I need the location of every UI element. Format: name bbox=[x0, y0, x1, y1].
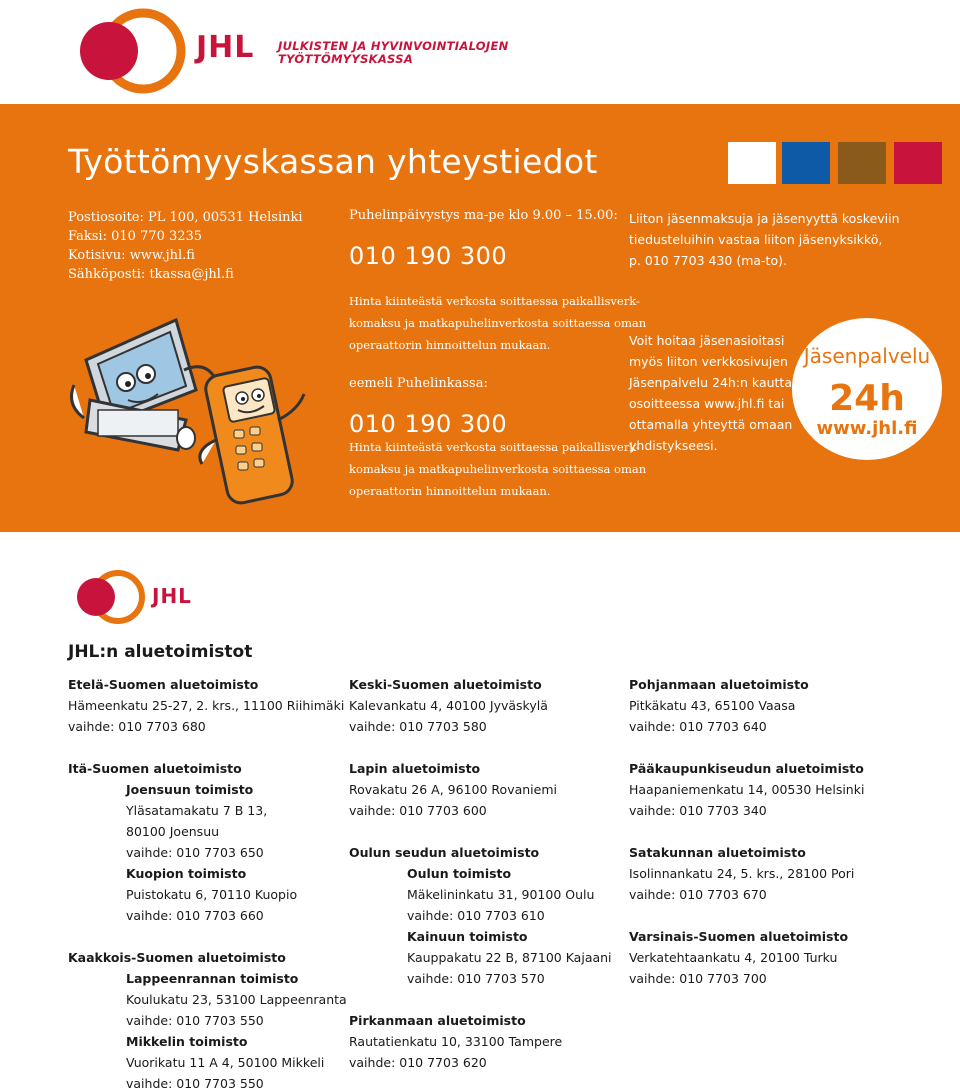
office-heading: Kuopion toimisto bbox=[126, 866, 247, 881]
office-heading: Pirkanmaan aluetoimisto bbox=[349, 1013, 526, 1028]
office-line: Rovakatu 26 A, 96100 Rovaniemi bbox=[349, 782, 557, 797]
membership-line: p. 010 7703 430 (ma-to). bbox=[629, 253, 787, 268]
phone-service-label: Puhelinpäivystys ma-pe klo 9.00 – 15.00: bbox=[349, 208, 618, 223]
office-line: vaihde: 010 7703 600 bbox=[349, 803, 487, 818]
office-line: Verkatehtaankatu 4, 20100 Turku bbox=[629, 950, 838, 965]
online-line: ottamalla yhteyttä omaan bbox=[629, 417, 793, 432]
office-heading: Joensuun toimisto bbox=[126, 782, 254, 797]
membership-line: tiedusteluihin vastaa liiton jäsenyksikkö, bbox=[629, 232, 883, 247]
jhl-logo-rings-icon bbox=[64, 4, 190, 98]
office-line: vaihde: 010 7703 680 bbox=[68, 719, 206, 734]
swatch-blue bbox=[782, 142, 830, 184]
jasenpalvelu-badge[interactable] bbox=[792, 318, 942, 460]
office-line: Koulukatu 23, 53100 Lappeenranta bbox=[126, 992, 347, 1007]
office-line: Haapaniemenkatu 14, 00530 Helsinki bbox=[629, 782, 865, 797]
offices-title: JHL:n aluetoimistot bbox=[68, 642, 253, 662]
office-line: Yläsatamakatu 7 B 13, bbox=[126, 803, 268, 818]
office-line: Rautatienkatu 10, 33100 Tampere bbox=[349, 1034, 563, 1049]
office-heading: Itä-Suomen aluetoimisto bbox=[68, 761, 242, 776]
logo-subtitle-1: JULKISTEN JA HYVINVOINTIALOJEN bbox=[278, 39, 509, 53]
offices-column-1 bbox=[68, 674, 347, 1090]
office-line: vaihde: 010 7703 550 bbox=[126, 1013, 264, 1028]
office-line bbox=[629, 905, 864, 926]
office-line bbox=[68, 737, 347, 758]
eemeli-number[interactable]: 010 190 300 bbox=[349, 410, 508, 438]
office-line: vaihde: 010 7703 580 bbox=[349, 719, 487, 734]
online-line: osoitteessa www.jhl.fi tai bbox=[629, 396, 785, 411]
offices-logo-text: JHL bbox=[152, 584, 192, 608]
office-line bbox=[349, 737, 612, 758]
contact-block bbox=[68, 208, 303, 284]
email-link[interactable]: Sähköposti: tkassa@jhl.fi bbox=[68, 267, 234, 282]
online-line: myös liiton verkkosivujen bbox=[629, 354, 788, 369]
office-heading: Lappeenrannan toimisto bbox=[126, 971, 299, 986]
phone-service-note bbox=[349, 290, 646, 356]
homepage-link[interactable]: Kotisivu: www.jhl.fi bbox=[68, 248, 195, 263]
swatch-red bbox=[894, 142, 942, 184]
office-line bbox=[68, 926, 347, 947]
jhl-logo-rings-icon bbox=[66, 566, 150, 628]
office-line: vaihde: 010 7703 650 bbox=[126, 845, 264, 860]
fax: Faksi: 010 770 3235 bbox=[68, 229, 203, 244]
mobile-phone-character-icon bbox=[200, 365, 304, 506]
office-line: vaihde: 010 7703 700 bbox=[629, 971, 767, 986]
office-heading: Kaakkois-Suomen aluetoimisto bbox=[68, 950, 286, 965]
office-heading: Oulun seudun aluetoimisto bbox=[349, 845, 540, 860]
office-line: Puistokatu 6, 70110 Kuopio bbox=[126, 887, 298, 902]
office-line: Hämeenkatu 25-27, 2. krs., 11100 Riihimäki bbox=[68, 698, 345, 713]
badge-url[interactable]: www.jhl.fi bbox=[816, 418, 918, 439]
office-line: vaihde: 010 7703 550 bbox=[126, 1076, 264, 1090]
office-line: vaihde: 010 7703 620 bbox=[349, 1055, 487, 1070]
note-line: operaattorin hinnoittelun mukaan. bbox=[349, 484, 551, 498]
office-line: Pitkäkatu 43, 65100 Vaasa bbox=[629, 698, 796, 713]
office-heading: Pohjanmaan aluetoimisto bbox=[629, 677, 809, 692]
office-heading: Kainuun toimisto bbox=[407, 929, 528, 944]
office-line bbox=[349, 989, 612, 1010]
logo-jhl-text: JHL bbox=[196, 30, 255, 65]
phones-illustration bbox=[66, 300, 326, 510]
office-heading: Oulun toimisto bbox=[407, 866, 512, 881]
note-line: Hinta kiinteästä verkosta soittaessa paikallisverk- bbox=[349, 294, 640, 308]
offices-column-2 bbox=[349, 674, 612, 1073]
flip-phone-character-icon bbox=[72, 320, 216, 450]
office-heading: Satakunnan aluetoimisto bbox=[629, 845, 806, 860]
note-line: komaksu ja matkapuhelinverkosta soittaessa oman bbox=[349, 462, 647, 476]
postal-address: Postiosoite: PL 100, 00531 Helsinki bbox=[68, 210, 303, 225]
page-title: Työttömyyskassan yhteystiedot bbox=[68, 142, 598, 181]
office-line: vaihde: 010 7703 640 bbox=[629, 719, 767, 734]
office-line: vaihde: 010 7703 610 bbox=[407, 908, 545, 923]
office-line: Vuorikatu 11 A 4, 50100 Mikkeli bbox=[126, 1055, 325, 1070]
offices-column-3 bbox=[629, 674, 864, 989]
office-heading: Keski-Suomen aluetoimisto bbox=[349, 677, 542, 692]
office-heading: Mikkelin toimisto bbox=[126, 1034, 248, 1049]
eemeli-note bbox=[349, 436, 646, 502]
office-line: 80100 Joensuu bbox=[126, 824, 220, 839]
office-heading: Varsinais-Suomen aluetoimisto bbox=[629, 929, 849, 944]
office-heading: Pääkaupunkiseudun aluetoimisto bbox=[629, 761, 864, 776]
online-service-text bbox=[629, 330, 792, 456]
membership-text bbox=[629, 208, 900, 271]
badge-24h: 24h bbox=[829, 378, 905, 419]
office-line: vaihde: 010 7703 660 bbox=[126, 908, 264, 923]
badge-title: Jäsenpalvelu bbox=[803, 344, 931, 368]
office-line bbox=[629, 821, 864, 842]
online-line: Jäsenpalvelu 24h:n kautta bbox=[629, 375, 792, 390]
office-line bbox=[629, 737, 864, 758]
note-line: operaattorin hinnoittelun mukaan. bbox=[349, 338, 551, 352]
online-line: Voit hoitaa jäsenasioitasi bbox=[629, 333, 785, 348]
membership-line: Liiton jäsenmaksuja ja jäsenyyttä koskeviin bbox=[629, 211, 900, 226]
swatch-white bbox=[728, 142, 776, 184]
note-line: komaksu ja matkapuhelinverkosta soittaessa oman bbox=[349, 316, 647, 330]
phone-service-number[interactable]: 010 190 300 bbox=[349, 242, 508, 270]
eemeli-label: eemeli Puhelinkassa: bbox=[349, 376, 488, 391]
office-line: Mäkelininkatu 31, 90100 Oulu bbox=[407, 887, 595, 902]
office-line: vaihde: 010 7703 340 bbox=[629, 803, 767, 818]
office-line: vaihde: 010 7703 670 bbox=[629, 887, 767, 902]
office-line: Kauppakatu 22 B, 87100 Kajaani bbox=[407, 950, 612, 965]
office-heading: Lapin aluetoimisto bbox=[349, 761, 481, 776]
note-line: Hinta kiinteästä verkosta soittaessa paikallisverk- bbox=[349, 440, 640, 454]
office-line: Isolinnankatu 24, 5. krs., 28100 Pori bbox=[629, 866, 855, 881]
online-line: yhdistykseesi. bbox=[629, 438, 718, 453]
office-line: Kalevankatu 4, 40100 Jyväskylä bbox=[349, 698, 548, 713]
swatch-brown bbox=[838, 142, 886, 184]
office-heading: Etelä-Suomen aluetoimisto bbox=[68, 677, 259, 692]
office-line: vaihde: 010 7703 570 bbox=[407, 971, 545, 986]
office-line bbox=[349, 821, 612, 842]
logo-subtitle-2: TYÖTTÖMYYSKASSA bbox=[278, 52, 414, 66]
